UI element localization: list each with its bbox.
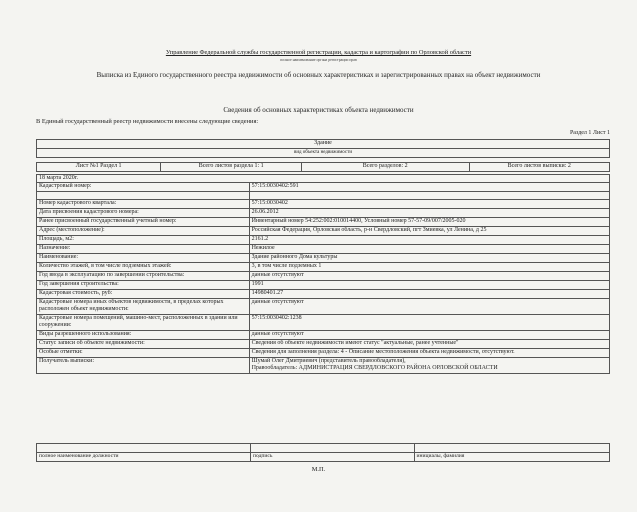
table-row xyxy=(37,218,610,227)
field-value: данные отсутствуют xyxy=(249,299,609,315)
sheets-in-section: Всего листов раздела 1: 1 xyxy=(161,163,302,172)
extract-title: Выписка из Единого государственного реестра недвижимости об основных характеристиках и зарегистрированных правах на объект недвижимости xyxy=(96,71,541,79)
position-cell xyxy=(37,444,251,453)
section-title: Сведения об основных характеристиках объекта недвижимости xyxy=(223,106,414,114)
field-value: 14980401.27 xyxy=(249,290,609,299)
name-cell xyxy=(414,444,609,453)
sheets-total: Всего листов выписки: 2 xyxy=(469,163,609,172)
name-label: инициалы, фамилия xyxy=(414,453,609,462)
table-row xyxy=(37,236,610,245)
table-row xyxy=(37,200,610,209)
signature-table xyxy=(36,443,610,462)
field-value: 1991 xyxy=(249,281,609,290)
table-row xyxy=(37,209,610,218)
field-label: Площадь, м2: xyxy=(37,236,250,245)
field-label: Кадастровый номер: xyxy=(37,183,250,192)
field-value: Сведения об объекте недвижимости имеют статус "актуальные, ранее учтенные" xyxy=(249,340,609,349)
field-value: Нежилое xyxy=(249,245,609,254)
field-value-line: Правообладатель: АДМИНИСТРАЦИЯ СВЕРДЛОВСКОГО РАЙОНА ОРЛОВСКОЙ ОБЛАСТИ xyxy=(251,365,498,371)
field-label: Виды разрешенного использования: xyxy=(37,331,250,340)
table-row xyxy=(37,192,610,200)
agency-name: Управление Федеральной службы государственной регистрации, кадастра и картографии по Орловской области xyxy=(165,49,472,56)
extract-date: 18 марта 2020г. xyxy=(37,175,610,183)
field-value: Российская Федерация, Орловская область, р-н Свердловский, пгт Змиевка, ул Ленина, д 25 xyxy=(249,227,609,236)
signature-label: подпись xyxy=(250,453,414,462)
field-value: данные отсутствуют xyxy=(249,331,609,340)
field-label: Кадастровые номера иных объектов недвижимости, в пределах которых расположен объект недвижимости: xyxy=(37,299,250,315)
intro-text: В Единый государственный реестр недвижимости внесены следующие сведения: xyxy=(36,118,259,125)
object-type-sublabel: вид объекта недвижимости xyxy=(37,149,610,158)
field-value-line: Шумай Олег Дмитриевич (представитель правообладателя), xyxy=(251,358,406,364)
field-value: 57:15:0030402 xyxy=(249,200,609,209)
table-row xyxy=(37,358,610,374)
field-label: Адрес (местоположение): xyxy=(37,227,250,236)
field-value: 2161.2 xyxy=(249,236,609,245)
table-row xyxy=(37,281,610,290)
field-value: 57:15:0030402:591 xyxy=(249,183,609,192)
position-label: полное наименование должности xyxy=(37,453,251,462)
field-value: 26.06.2012 xyxy=(249,209,609,218)
sections-total: Всего разделов: 2 xyxy=(301,163,469,172)
field-label: Год завершения строительства: xyxy=(37,281,250,290)
table-row xyxy=(37,315,610,331)
table-row xyxy=(37,254,610,263)
table-row xyxy=(37,263,610,272)
table-row xyxy=(37,183,610,192)
object-type-table xyxy=(36,139,610,158)
table-row xyxy=(37,272,610,281)
field-label: Особые отметки: xyxy=(37,349,250,358)
field-value: 3, в том числе подземных 1 xyxy=(249,263,609,272)
sheet-info-table xyxy=(36,162,610,172)
field-value: 57:15:0030402:1238 xyxy=(249,315,609,331)
sheet-number: Лист №1 Раздел 1 xyxy=(37,163,161,172)
field-label: Дата присвоения кадастрового номера: xyxy=(37,209,250,218)
field-value xyxy=(249,358,609,374)
field-value xyxy=(249,192,609,200)
field-label: Год ввода в эксплуатацию по завершении строительства: xyxy=(37,272,250,281)
field-value: Инвентарный номер 54:252:002:010014400, Условный номер 57-57-09/007/2005-020 xyxy=(249,218,609,227)
table-row xyxy=(37,227,610,236)
field-label: Получатель выписки: xyxy=(37,358,250,374)
field-value: данные отсутствуют xyxy=(249,272,609,281)
field-label: Кадастровые номера помещений, машино-мест, расположенных в здании или сооружении: xyxy=(37,315,250,331)
stamp-place: М.П. xyxy=(311,466,326,473)
signature-cell xyxy=(250,444,414,453)
field-label: Назначение: xyxy=(37,245,250,254)
table-row xyxy=(37,349,610,358)
table-row xyxy=(37,340,610,349)
field-label: Наименование: xyxy=(37,254,250,263)
table-row xyxy=(37,331,610,340)
table-row xyxy=(37,245,610,254)
field-value: Здание районного Дома культуры xyxy=(249,254,609,263)
field-label: Количество этажей, в том числе подземных этажей: xyxy=(37,263,250,272)
section-tag: Раздел 1 Лист 1 xyxy=(569,130,610,136)
field-label: Номер кадастрового квартала: xyxy=(37,200,250,209)
table-row xyxy=(37,299,610,315)
table-row xyxy=(37,290,610,299)
agency-sublabel: полное наименование органа регистрации прав xyxy=(280,58,357,62)
field-label: Ранее присвоенный государственный учетный номер: xyxy=(37,218,250,227)
field-value: Сведения для заполнения раздела: 4 - Описание местоположения объекта недвижимости, отсутствуют. xyxy=(249,349,609,358)
field-label xyxy=(37,192,250,200)
field-label: Кадастровая стоимость, руб: xyxy=(37,290,250,299)
characteristics-table xyxy=(36,174,610,374)
field-label: Статус записи об объекте недвижимости: xyxy=(37,340,250,349)
object-type: Здание xyxy=(37,140,610,149)
